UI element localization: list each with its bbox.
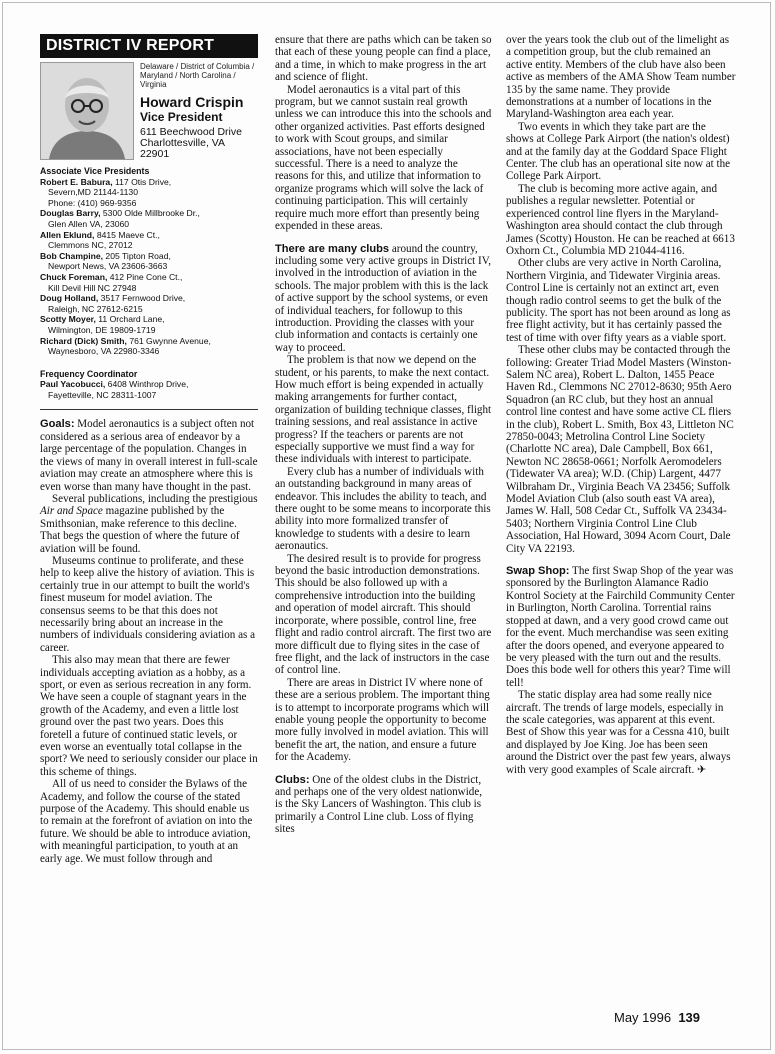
officer-address [140,127,258,160]
address-line: 611 Beechwood Drive [140,126,242,138]
freq-name: Paul Yacobucci, [40,379,106,390]
avp-line: Phone: (410) 969-9356 [48,197,137,208]
paragraph [275,774,492,836]
portrait-illustration [41,63,133,159]
associate-vps [40,166,258,357]
avp-line: Wilmington, DE 19809-1719 [48,324,156,335]
issue-date: May 1996 [614,1010,672,1025]
freq-line: Fayetteville, NC 28311-1007 [48,389,157,400]
avp-line: 11 Orchard Lane, [98,314,165,325]
paragraph: Other clubs are very active in North Carolina, Northern Virginia, and Tidewater Virginia areas. Control Line is certainly not an extinct art, even though radio control seems to get the bulk of the publicity. The sport has not been around as long as free flight activity, but it has certainly passed the test of time with over fifty years as a viable sport. [506,257,731,344]
paragraph: There are areas in District IV where none of these are a serious problem. The important thing is to attempt to incorporate programs which will enable young people the opportunity to become more fully involved in model aviation. This will benefit the art, the nation, and ensure a future for the Academy. [275,676,490,764]
section-banner: DISTRICT IV REPORT [40,34,258,58]
freq-entry [40,379,258,390]
divider [40,409,258,410]
paragraph-text: around the country, including some very active groups in District IV, involved in the introduction of aviation in the schools. The major problem with this is the lack of active support by the school systems, or even of individual teachers, for followup to this introduction. Providing the classes with your club information and contacts is certainly one way to proceed. [275,242,492,354]
paragraph: The desired result is to provide for progress beyond the basic introduction demonstrations. This should be also followed up with a comprehensive introduction into the building and operation of model aircraft. This should incorporate, where possible, control line, free flight and radio control aircraft. The first two are more difficult due to flying sites in the case of free flight, and the lack of instructors in the case of control line. [275,552,492,677]
paragraph: This also may mean that there are fewer individuals accepting aviation as a hobby, as a sport, or even as serious recreation in any form. We have seen a couple of stagnant years in the growth of the Academy, and even a little lost ground over the past two years. Does this foretell a future of continued static levels, or even worse an eventually total collapse in the sport? We need to seriously consider our place in this scheme of things. [40,654,258,778]
page-number: 139 [678,1010,701,1025]
paragraph: Two events in which they take part are the shows at College Park Airport (the nation's oldest) and at the family day at the Goddard Space Flight Center. The club has an operational site now at the College Park Airport. [506,120,731,183]
avp-name: Douglas Barry, [40,208,101,219]
paragraph-text: The static display area had some really nice aircraft. The trends of large models, especially in the scale categories, was apparent at this event. Best of Show this year was for a Cessna 410, built and displayed by Joe King. Joe has been seen around the District over the past few years, always with very good examples of Scale aircraft. [506,689,731,776]
column-1 [40,34,258,865]
avp-line: 761 Gwynne Avenue, [129,335,211,346]
avp-line: Kill Devil Hill NC 27948 [48,282,137,293]
avp-heading: Associate Vice Presidents [40,166,150,176]
avp-line: 3517 Fernwood Drive, [100,293,186,304]
region-list: Delaware / District of Columbia / Maryland / North Carolina / Virginia [140,62,255,89]
magazine-title: Air and Space [40,505,103,518]
address-line: 22901 [140,148,170,160]
paragraph-text: magazine published by the Smithsonian, make reference to this decline. That begs the question of where the future of aviation will be found. [40,505,240,555]
avp-line: 412 Pine Cone Ct., [109,271,183,282]
officer-photo [40,62,134,160]
avp-entry [40,272,258,283]
avp-line: Raleigh, NC 27612-6215 [48,303,143,314]
paragraph: ensure that there are paths which can be taken so that each of these young people can find a place, and a time, in which to make progress in the art and science of flight. [275,34,492,84]
avp-line: Severn,MD 21144-1130 [48,187,138,198]
avp-line: Glen Allen VA, 23060 [48,218,130,229]
paragraph-text: Several publications, including the prestigious [52,492,258,505]
avp-name: Bob Champine, [40,250,104,261]
paragraph: Model aeronautics is a vital part of this program, but we cannot sustain real growth unless we can introduce this into the schools and other organized activities. Past efforts designed to work with Scout groups, and similar associations, have not been especially successful. There is a need to analyze the reasons for this, and utilize that information to organize programs which will solve the lack of continuing participation. This will certainly require much more effort than presently being expended in these areas. [275,83,492,233]
avp-entry [40,208,258,219]
freq-line: 6408 Winthrop Drive, [107,379,189,390]
avp-line: 5300 Olde Millbrooke Dr., [102,208,200,219]
avp-name: Doug Holland, [40,293,99,304]
avp-entry [40,251,258,262]
avp-entry [40,230,258,241]
avp-line: 205 Tipton Road, [105,250,171,261]
avp-name: Robert E. Babura, [40,176,113,187]
address-line: Charlottesville, VA [140,137,226,149]
column-3 [506,34,736,776]
officer-block [40,62,258,160]
paragraph: All of us need to consider the Bylaws of the Academy, and follow the course of the stated purpose of the Academy. This should enable us to remain at the forefront of aviation on into the future. We should be able to introduce aviation, with meaningful participation, to youth at an early age. We must follow through and [40,778,253,865]
avp-entry [40,336,258,347]
avp-entry [40,177,258,188]
clubs-heading: Clubs: [275,773,310,786]
paragraph: Every club has a number of individuals with an outstanding background in many areas of endeavor. This includes the ability to teach, and there ought to be some means to incorporate this ability into more formalized transfer of knowledge to students with a desire to learn aeronautics. [275,465,491,553]
paragraph: Museums continue to proliferate, and these help to keep alive the history of aviation. This is certainly true in our attempt to built the world's finest museum for model aviation. The consensus seems to be that this does not necessarily bring about an increase in the numbers of individuals considering aviation as a career. [40,554,256,654]
paragraph [506,565,736,689]
officer-title: Vice President [140,110,223,124]
goals-article [40,418,258,865]
officer-info [140,62,258,160]
freq-heading: Frequency Coordinator [40,368,138,379]
avp-line: Waynesboro, VA 22980-3346 [48,346,160,357]
paragraph [40,418,258,492]
paragraph: These other clubs may be contacted through the following: Greater Triad Model Masters (Winston-Salem NC area), Robert L. Dalton, 1455 Peace Haven Rd., Clemmons NC 27012-8630; 95th Aero Squadron (an RC club, but they host an annual control line contest and have some active CL fliers in the club), Robert L. Smith, Box 43, Littleton NC 27850-0043; Metrolina Control Line Society (Charlotte NC area), Dale Campbell, Box 661, Newton NC 28658-0661; Norfolk Aeromodelers (Tidewater VA area); W.D. (Chip) Largent, 4477 Wilbraham Dr., Virginia Beach VA 23456; Suffolk Model Aviation Club (also south east VA area), James W. Hall, 508 Cedar Ct., Suffolk VA 23434-5403; Northern Virginia Control Line Club Association, Hal Howard, 3094 Acorn Court, Dale City VA 22193. [506,344,734,555]
page-folio [614,1010,700,1025]
avp-name: Chuck Foreman, [40,271,108,282]
officer-name: Howard Crispin [140,94,244,110]
clubs-lead: There are many clubs [275,242,390,255]
paragraph: The club is becoming more active again, and publishes a regular newsletter. Potential or experienced control line flyers in the Maryland-Washington area should contact the club through James (Scotty) Houston. He can be reached at 6613 Oxhorn Ct., Columbia MD 21044-4116. [506,182,735,257]
paragraph: The problem is that now we depend on the student, or his parents, to make the next contact. How much effort is being expended in actually making arrangements for further contact, organization of building technique classes, flight training sessions, and real assistance in active progress? If the teachers or parents are not especially supportive we must find a way for these individuals with interest to participate. [275,354,492,466]
column-2 [275,34,492,836]
avp-line: 117 Otis Drive, [114,176,172,187]
goals-lead: Goals: [40,418,75,431]
swap-shop-lead: Swap Shop: [506,565,570,578]
avp-line: Clemmons NC, 27012 [48,240,133,251]
paragraph [275,243,492,355]
avp-entry [40,314,258,325]
avp-entry [40,293,258,304]
paragraph-text: Model aeronautics is a subject often not considered as a serious area of endeavor by a large percentage of the population. Changes in the views of many in overall interest in full-scale aviation may create an atmosphere where this is even worse than many have thought in the past. [40,418,258,493]
paragraph [506,689,736,776]
avp-name: Allen Eklund, [40,229,95,240]
paragraph [40,493,258,555]
paragraph: over the years took the club out of the limelight as a competition group, but the club remained an active entity. Members of the club have also been active as members of the AMA Show Team number 135 by the same name. They provide demonstrations at a number of locations in the Maryland-Washington area each year. [506,34,736,121]
end-mark-icon: ✈ [697,763,707,776]
paragraph-text: The first Swap Shop of the year was sponsored by the Burlington Alamance Radio Kontrol Society at the Fairchild Community Center in Burlington, North Carolina. Torrential rains stopped at dawn, and a very good crowd came out for the event. Much merchandise was seen exiting after the doors opened, and everyone appeared to be very pleased with the turn out and the results. Does this bode well for others this year? Time will tell! [506,565,735,689]
avp-line: Newport News, VA 23606-3663 [48,261,168,272]
avp-name: Richard (Dick) Smith, [40,335,127,346]
paragraph-text: One of the oldest clubs in the District, and perhaps one of the very oldest nationwide, is the Sky Lancers of Washington. This club is primarily a Control Line club. Loss of flying sites [275,773,483,836]
frequency-coordinator [40,369,258,401]
avp-line: 8415 Maeve Ct., [96,229,160,240]
avp-name: Scotty Moyer, [40,314,96,325]
